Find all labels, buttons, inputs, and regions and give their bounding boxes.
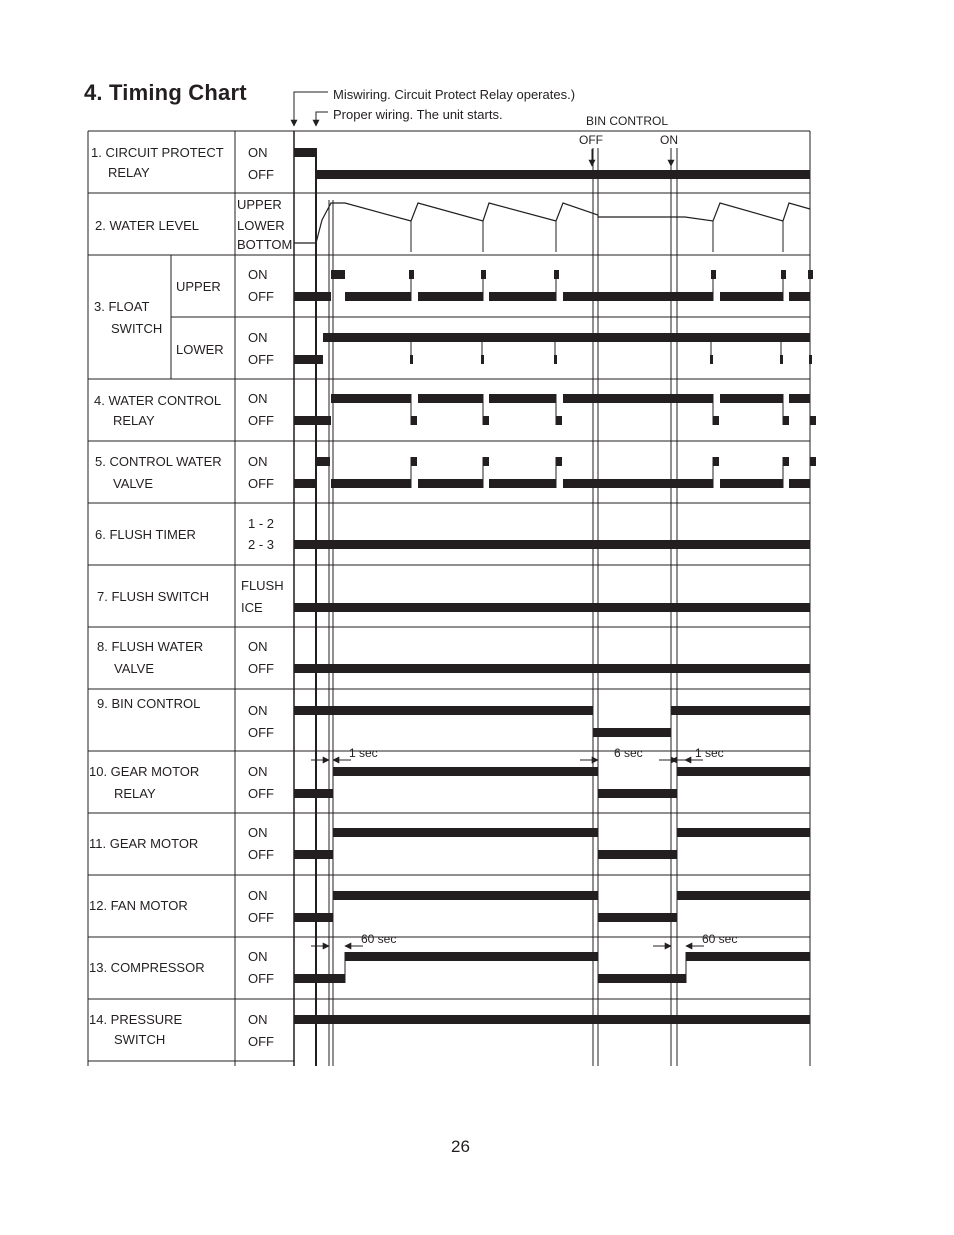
signal-bar — [720, 394, 783, 403]
row-label: 8. FLUSH WATER — [97, 639, 204, 654]
state-label: ON — [248, 391, 268, 406]
state-label: ON — [248, 639, 268, 654]
row-label: 4. WATER CONTROL — [94, 393, 222, 408]
signal-bar — [294, 850, 333, 859]
signal-bar — [789, 394, 810, 403]
signal-bar — [294, 706, 593, 715]
delay-label: 6 sec — [614, 746, 643, 760]
state-label: OFF — [248, 1034, 274, 1049]
row-label: 6. FLUSH TIMER — [95, 527, 196, 542]
signal-bar — [720, 292, 783, 301]
signal-bar — [489, 292, 556, 301]
delay-label: 1 sec — [349, 746, 378, 760]
state-label: ON — [248, 330, 268, 345]
state-label: ON — [248, 825, 268, 840]
state-label: OFF — [248, 725, 274, 740]
signal-bar — [489, 394, 556, 403]
signal-bar — [810, 416, 816, 425]
signal-bar — [418, 394, 483, 403]
signal-bar — [294, 355, 323, 364]
signal-bar — [294, 148, 316, 157]
signal-bar — [316, 170, 810, 179]
signal-bar — [598, 913, 677, 922]
page-number: 26 — [451, 1137, 470, 1156]
row-label: 3. FLOAT — [94, 299, 150, 314]
signal-bar — [294, 974, 345, 983]
state-label: OFF — [248, 661, 274, 676]
state-label: OFF — [248, 971, 274, 986]
state-label: ON — [248, 454, 268, 469]
signal-bar — [720, 479, 783, 488]
state-label: ON — [248, 145, 268, 160]
row-sub-label: UPPER — [176, 279, 221, 294]
state-label: OFF — [248, 786, 274, 801]
row-label: 14. PRESSURE — [89, 1012, 183, 1027]
signal-bar — [323, 333, 810, 342]
signal-bar — [489, 479, 556, 488]
state-label: ON — [248, 888, 268, 903]
row-label-line2: VALVE — [114, 661, 154, 676]
state-label: OFF — [248, 413, 274, 428]
row-label: 1. CIRCUIT PROTECT — [91, 145, 224, 160]
row-labels — [89, 145, 292, 1049]
signal-bar — [483, 457, 489, 466]
signal-bar — [563, 394, 713, 403]
signal-bar — [563, 479, 713, 488]
signal-bar — [483, 416, 489, 425]
state-label: ON — [248, 703, 268, 718]
delay-label: 60 sec — [702, 932, 738, 946]
signal-bar — [783, 457, 789, 466]
state-label: 1 - 2 — [248, 516, 275, 531]
proper-wiring-note: Proper wiring. The unit starts. — [333, 107, 503, 122]
row-label: 7. FLUSH SWITCH — [97, 589, 209, 604]
signal-bar — [333, 767, 598, 776]
signal-bar — [294, 603, 810, 612]
state-label: ICE — [241, 600, 263, 615]
bin-control-header: BIN CONTROL — [586, 114, 669, 128]
state-label: OFF — [248, 910, 274, 925]
signal-bar — [713, 457, 719, 466]
row-label-line2: VALVE — [113, 476, 153, 491]
signal-bar — [677, 891, 810, 900]
state-label: OFF — [248, 289, 274, 304]
signal-bar — [345, 292, 411, 301]
state-label: ON — [248, 764, 268, 779]
signal-bar — [316, 457, 330, 466]
waveforms — [294, 148, 816, 1024]
signal-bar — [783, 416, 789, 425]
signal-bar — [713, 416, 719, 425]
signal-bar — [810, 457, 816, 466]
signal-bar — [593, 728, 671, 737]
signal-bar — [294, 540, 810, 549]
signal-bar — [411, 416, 417, 425]
row-label-line2: RELAY — [108, 165, 150, 180]
signal-bar — [556, 457, 562, 466]
signal-bar — [598, 789, 677, 798]
signal-bar — [331, 394, 411, 403]
delay-label: 60 sec — [361, 932, 397, 946]
row-label-line2: SWITCH — [111, 321, 163, 336]
state-label: OFF — [248, 167, 274, 182]
bin-control-on-label: ON — [660, 133, 678, 147]
delay-label: 1 sec — [695, 746, 724, 760]
signal-bar — [294, 479, 316, 488]
state-label: 2 - 3 — [248, 537, 275, 552]
signal-bar — [418, 479, 483, 488]
state-label: FLUSH — [241, 578, 284, 593]
signal-bar — [418, 292, 483, 301]
signal-bar — [294, 292, 331, 301]
header-annotations — [294, 87, 678, 166]
signal-bar — [598, 850, 677, 859]
row-label: 12. FAN MOTOR — [89, 898, 188, 913]
row-label: 11. GEAR MOTOR — [89, 836, 199, 851]
row-label-line2: RELAY — [113, 413, 155, 428]
row-label: 5. CONTROL WATER — [95, 454, 222, 469]
signal-bar — [789, 479, 810, 488]
signal-bar — [598, 974, 686, 983]
row-sub-label: LOWER — [176, 342, 224, 357]
signal-bar — [294, 416, 331, 425]
row-label-line2: RELAY — [114, 786, 156, 801]
state-label: OFF — [248, 476, 274, 491]
bin-control-off-label: OFF — [579, 133, 603, 147]
row-label: 10. GEAR MOTOR — [89, 764, 200, 779]
signal-bar — [331, 479, 411, 488]
signal-bar — [671, 706, 810, 715]
page-title: 4. Timing Chart — [84, 80, 247, 105]
signal-bar — [294, 664, 810, 673]
signal-bar — [677, 767, 810, 776]
row-label-line2: SWITCH — [114, 1032, 166, 1047]
state-label: ON — [248, 1012, 268, 1027]
state-label: ON — [248, 267, 268, 282]
state-label: ON — [248, 949, 268, 964]
state-label: LOWER — [237, 218, 285, 233]
signal-bar — [686, 952, 810, 961]
water-level-trace — [294, 203, 810, 243]
signal-bar — [294, 789, 333, 798]
state-label: BOTTOM — [237, 237, 293, 252]
signal-bar — [789, 292, 810, 301]
signal-bar — [563, 292, 713, 301]
signal-bar — [677, 828, 810, 837]
signal-bar — [294, 913, 333, 922]
signal-bar — [556, 416, 562, 425]
signal-bar — [294, 1015, 810, 1024]
row-label: 2. WATER LEVEL — [95, 218, 200, 233]
signal-bar — [411, 457, 417, 466]
signal-bar — [333, 828, 598, 837]
row-label: 13. COMPRESSOR — [89, 960, 205, 975]
signal-bar — [345, 952, 598, 961]
state-label: OFF — [248, 352, 274, 367]
state-label: OFF — [248, 847, 274, 862]
state-label: UPPER — [237, 197, 282, 212]
miswiring-note: Miswiring. Circuit Protect Relay operates.) — [333, 87, 576, 102]
signal-bar — [333, 891, 598, 900]
row-label: 9. BIN CONTROL — [97, 696, 201, 711]
